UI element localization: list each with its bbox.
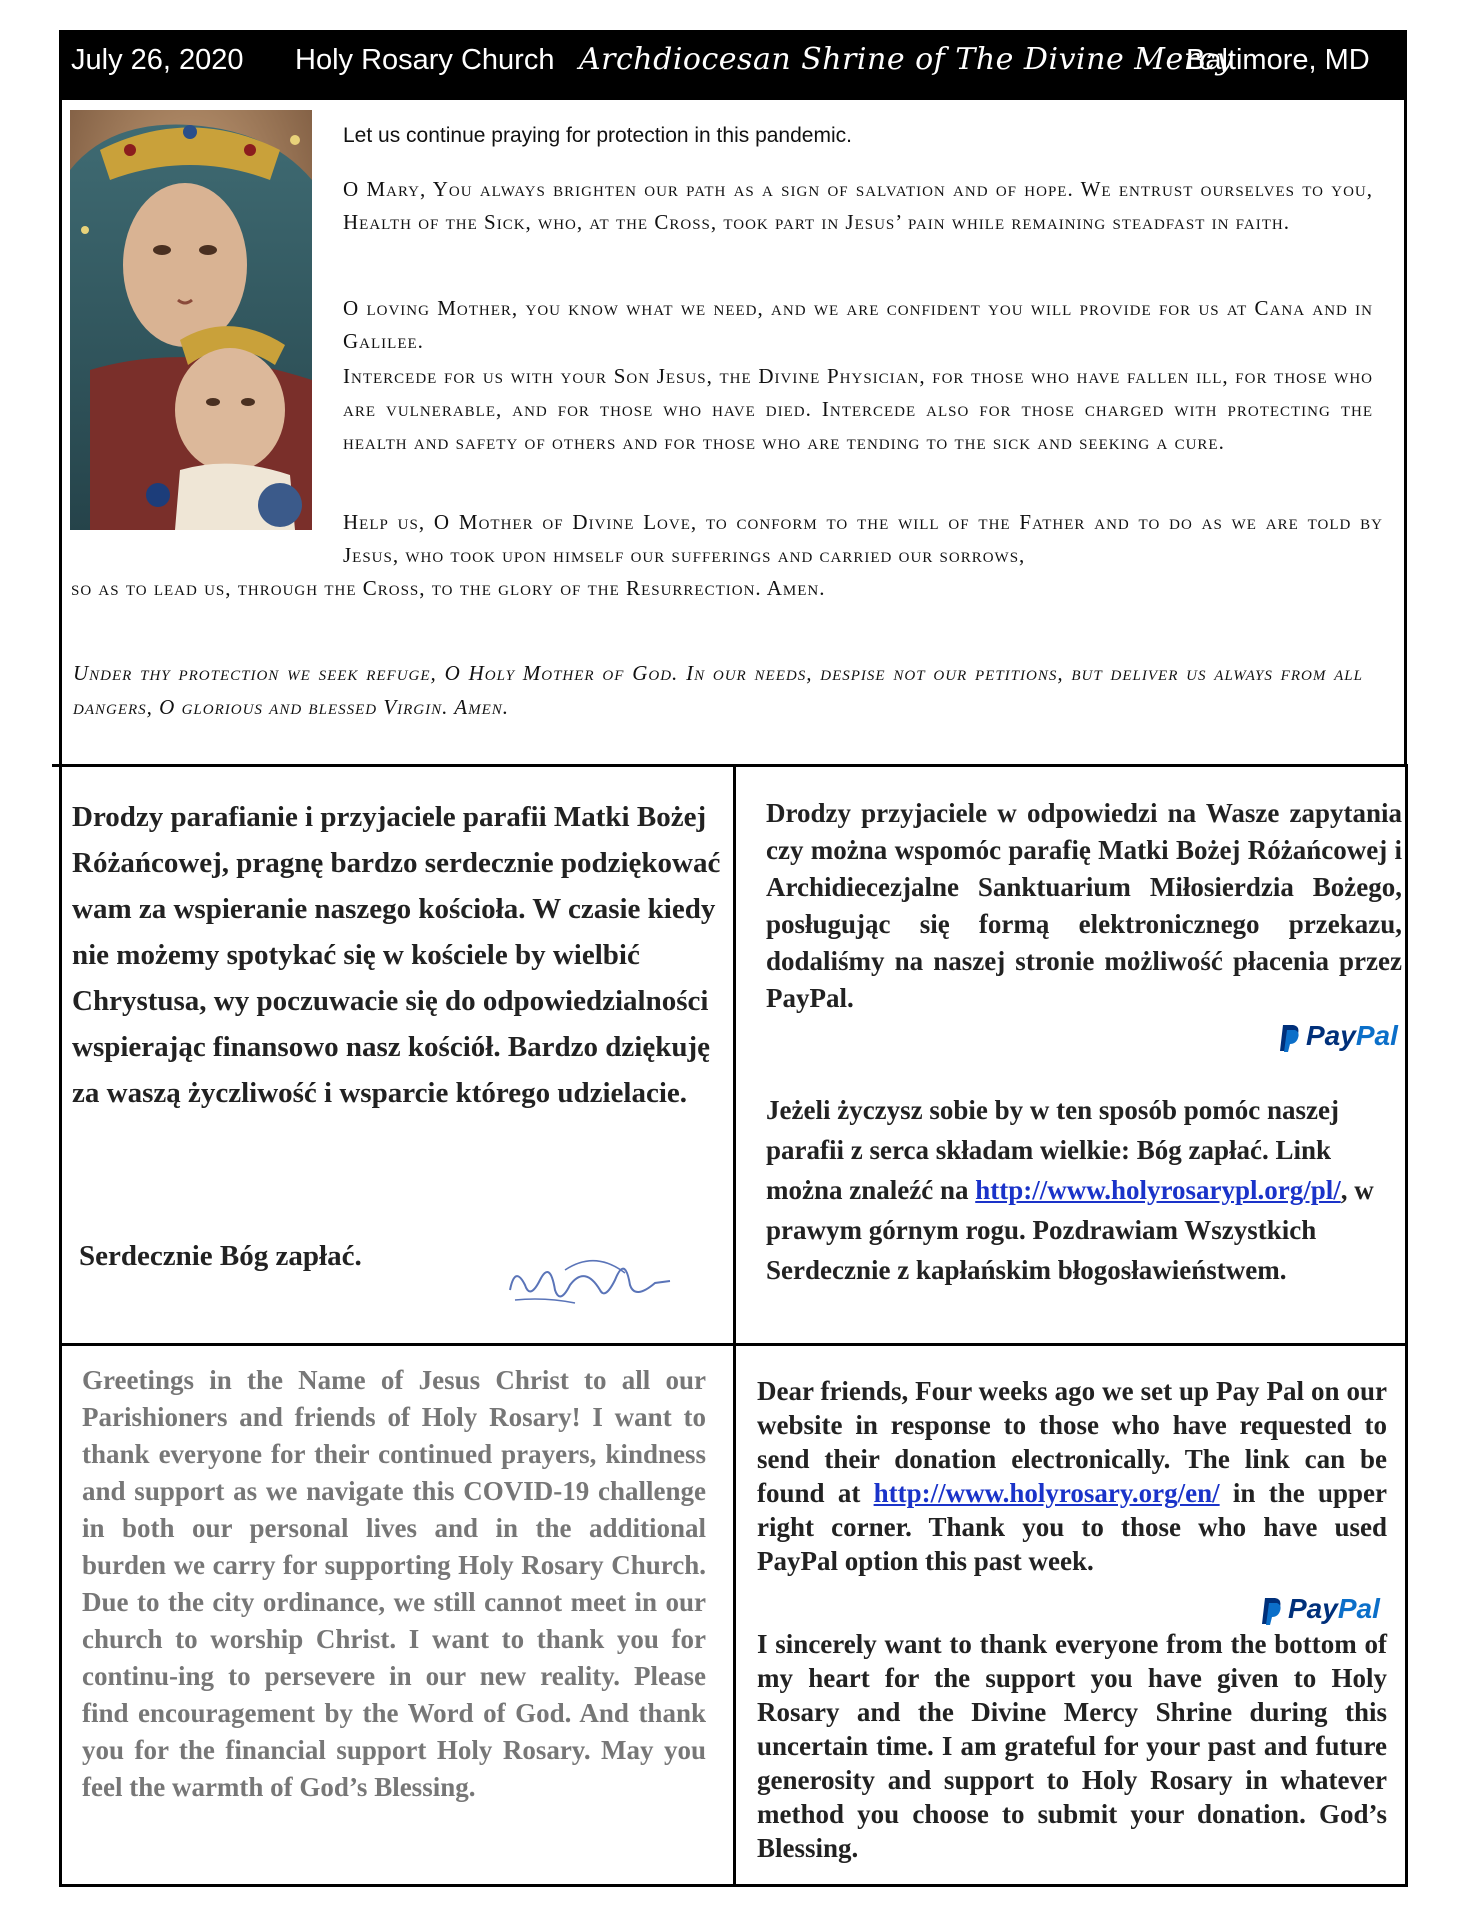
bulletin-header bbox=[59, 30, 1407, 100]
paypal-wordmark-pal: Pal bbox=[1337, 1593, 1380, 1624]
prayer-paragraph-3: Intercede for us with your Son Jesus, the Divine Physician, for those who have fallen ill, for those who are vulnerable, and for those who have died. Intercede also for those charged with protecting the health and safety of others and for those who are tending to the sick and seeking a cure. bbox=[343, 364, 1373, 454]
shrine-name: Archdiocesan Shrine of The Divine Mercy bbox=[579, 42, 1234, 77]
sub-tuum-prayer: Under thy protection we seek refuge, O Holy Mother of God. In our needs, despise not our petitions, but deliver us always from all dangers, O glorious and blessed Virgin. Amen. bbox=[73, 661, 1363, 719]
prayer-intro: Let us continue praying for protection in this pandemic. bbox=[343, 124, 852, 147]
prayer-paragraph-4-end: so as to lead us, through the Cross, to the glory of the Resurrection. Amen. bbox=[71, 576, 826, 600]
column-divider bbox=[733, 764, 736, 1887]
polish-paypal-message: Drodzy przyjaciele w odpowiedzi na Wasze zapytania czy można wspomóc parafię Matki Bożej Różańcowej i Archidiecezjalne Sanktuarium Miłosierdzia Bożego, posługując się formą elektronicznego przekazu, dodaliśmy na naszej stronie możliwość płacenia przez PayPal. bbox=[766, 798, 1402, 1013]
english-link-intro: Dear friends, Four weeks ago we set up Pay Pal on our website in response to those who have requested to send their donation electronically. The link can be found at bbox=[757, 1376, 1387, 1508]
prayer-paragraph-2: O loving Mother, you know what we need, and we are confident you will provide for us at Cana and in Galilee. bbox=[343, 296, 1373, 353]
paypal-icon bbox=[1260, 1596, 1282, 1626]
church-name: Holy Rosary Church bbox=[295, 44, 555, 76]
section-divider bbox=[52, 764, 1408, 767]
english-greeting-message: Greetings in the Name of Jesus Christ to all our Parishioners and friends of Holy Rosary! I want to thank everyone for their continued prayers, kindness and support as we navigate this COVID-19 challenge in both our personal lives and in the additional burden we carry for supporting Holy Rosary Church. Due to the city ordinance, we still cannot meet in our church to worship Christ. I want to thank you for continu-ing to persevere in our new reality. Please find encouragement by the Word of God. And thank you for the financial support Holy Rosary. May you feel the warmth of God’s Blessing. bbox=[82, 1365, 706, 1802]
polish-link-intro: Jeżeli życzysz sobie by w ten sposób pomóc naszej parafii z serca składam wielkie: Bóg zapłać. Link można znaleźć na bbox=[766, 1095, 1339, 1205]
polish-closing: Serdecznie Bóg zapłać. bbox=[79, 1240, 362, 1272]
english-link-outro: in the upper right corner. Thank you to those who have used PayPal option this past week. bbox=[757, 1478, 1387, 1576]
paypal-wordmark-pay: Pay bbox=[1288, 1593, 1338, 1624]
english-paypal-message bbox=[757, 1374, 1387, 1578]
english-website-link[interactable]: http://www.holyrosary.org/en/ bbox=[873, 1478, 1220, 1508]
english-thanks-message: I sincerely want to thank everyone from the bottom of my heart for the support you have given to Holy Rosary and the Divine Mercy Shrine during this uncertain time. I am grateful for your past and future generosity and support to Holy Rosary in whatever method you choose to submit your donation. God’s Blessing. bbox=[757, 1629, 1387, 1863]
paypal-wordmark-pal: Pal bbox=[1355, 1020, 1398, 1051]
polish-link-outro: , w prawym górnym rogu. Pozdrawiam Wszystkich Serdecznie z kapłańskim błogosławieństwem. bbox=[766, 1175, 1374, 1285]
paypal-logo bbox=[1278, 1020, 1398, 1053]
polish-website-link[interactable]: http://www.holyrosarypl.org/pl/ bbox=[975, 1175, 1341, 1205]
prayer-paragraph-1: O Mary, You always brighten our path as a sign of salvation and of hope. We entrust ourselves to you, Health of the Sick, who, at the Cross, took part in Jesus’ pain while remaining steadfast in faith. bbox=[343, 177, 1373, 234]
pastor-signature bbox=[505, 1245, 675, 1315]
bulletin-date: July 26, 2020 bbox=[71, 44, 244, 76]
column-divider bbox=[1405, 764, 1408, 1887]
polish-thanks-message: Drodzy parafianie i przyjaciele parafii Matki Bożej Różańcowej, pragnę bardzo serdecznie podziękować wam za wspieranie naszego kościoła. W czasie kiedy nie możemy spotykać się w kościele by wielbić Chrystusa, wy poczuwacie się do odpowiedzialności wspierając finansowo nasz kościół. Bardzo dziękuję za waszą życzliwość i wsparcie którego udzielacie. bbox=[72, 801, 721, 1109]
polish-paypal-link-message bbox=[766, 1090, 1386, 1290]
madonna-and-child-image bbox=[70, 110, 312, 530]
prayer-paragraph-4: Help us, O Mother of Divine Love, to conform to the will of the Father and to do as we are told by Jesus, who took upon himself our sufferings and carried our sorrows, bbox=[343, 510, 1383, 567]
paypal-icon bbox=[1278, 1023, 1300, 1053]
city-name: Baltimore, MD bbox=[1186, 44, 1370, 76]
column-divider bbox=[59, 764, 62, 1887]
paypal-wordmark-pay: Pay bbox=[1306, 1020, 1356, 1051]
paypal-logo bbox=[1260, 1593, 1380, 1626]
